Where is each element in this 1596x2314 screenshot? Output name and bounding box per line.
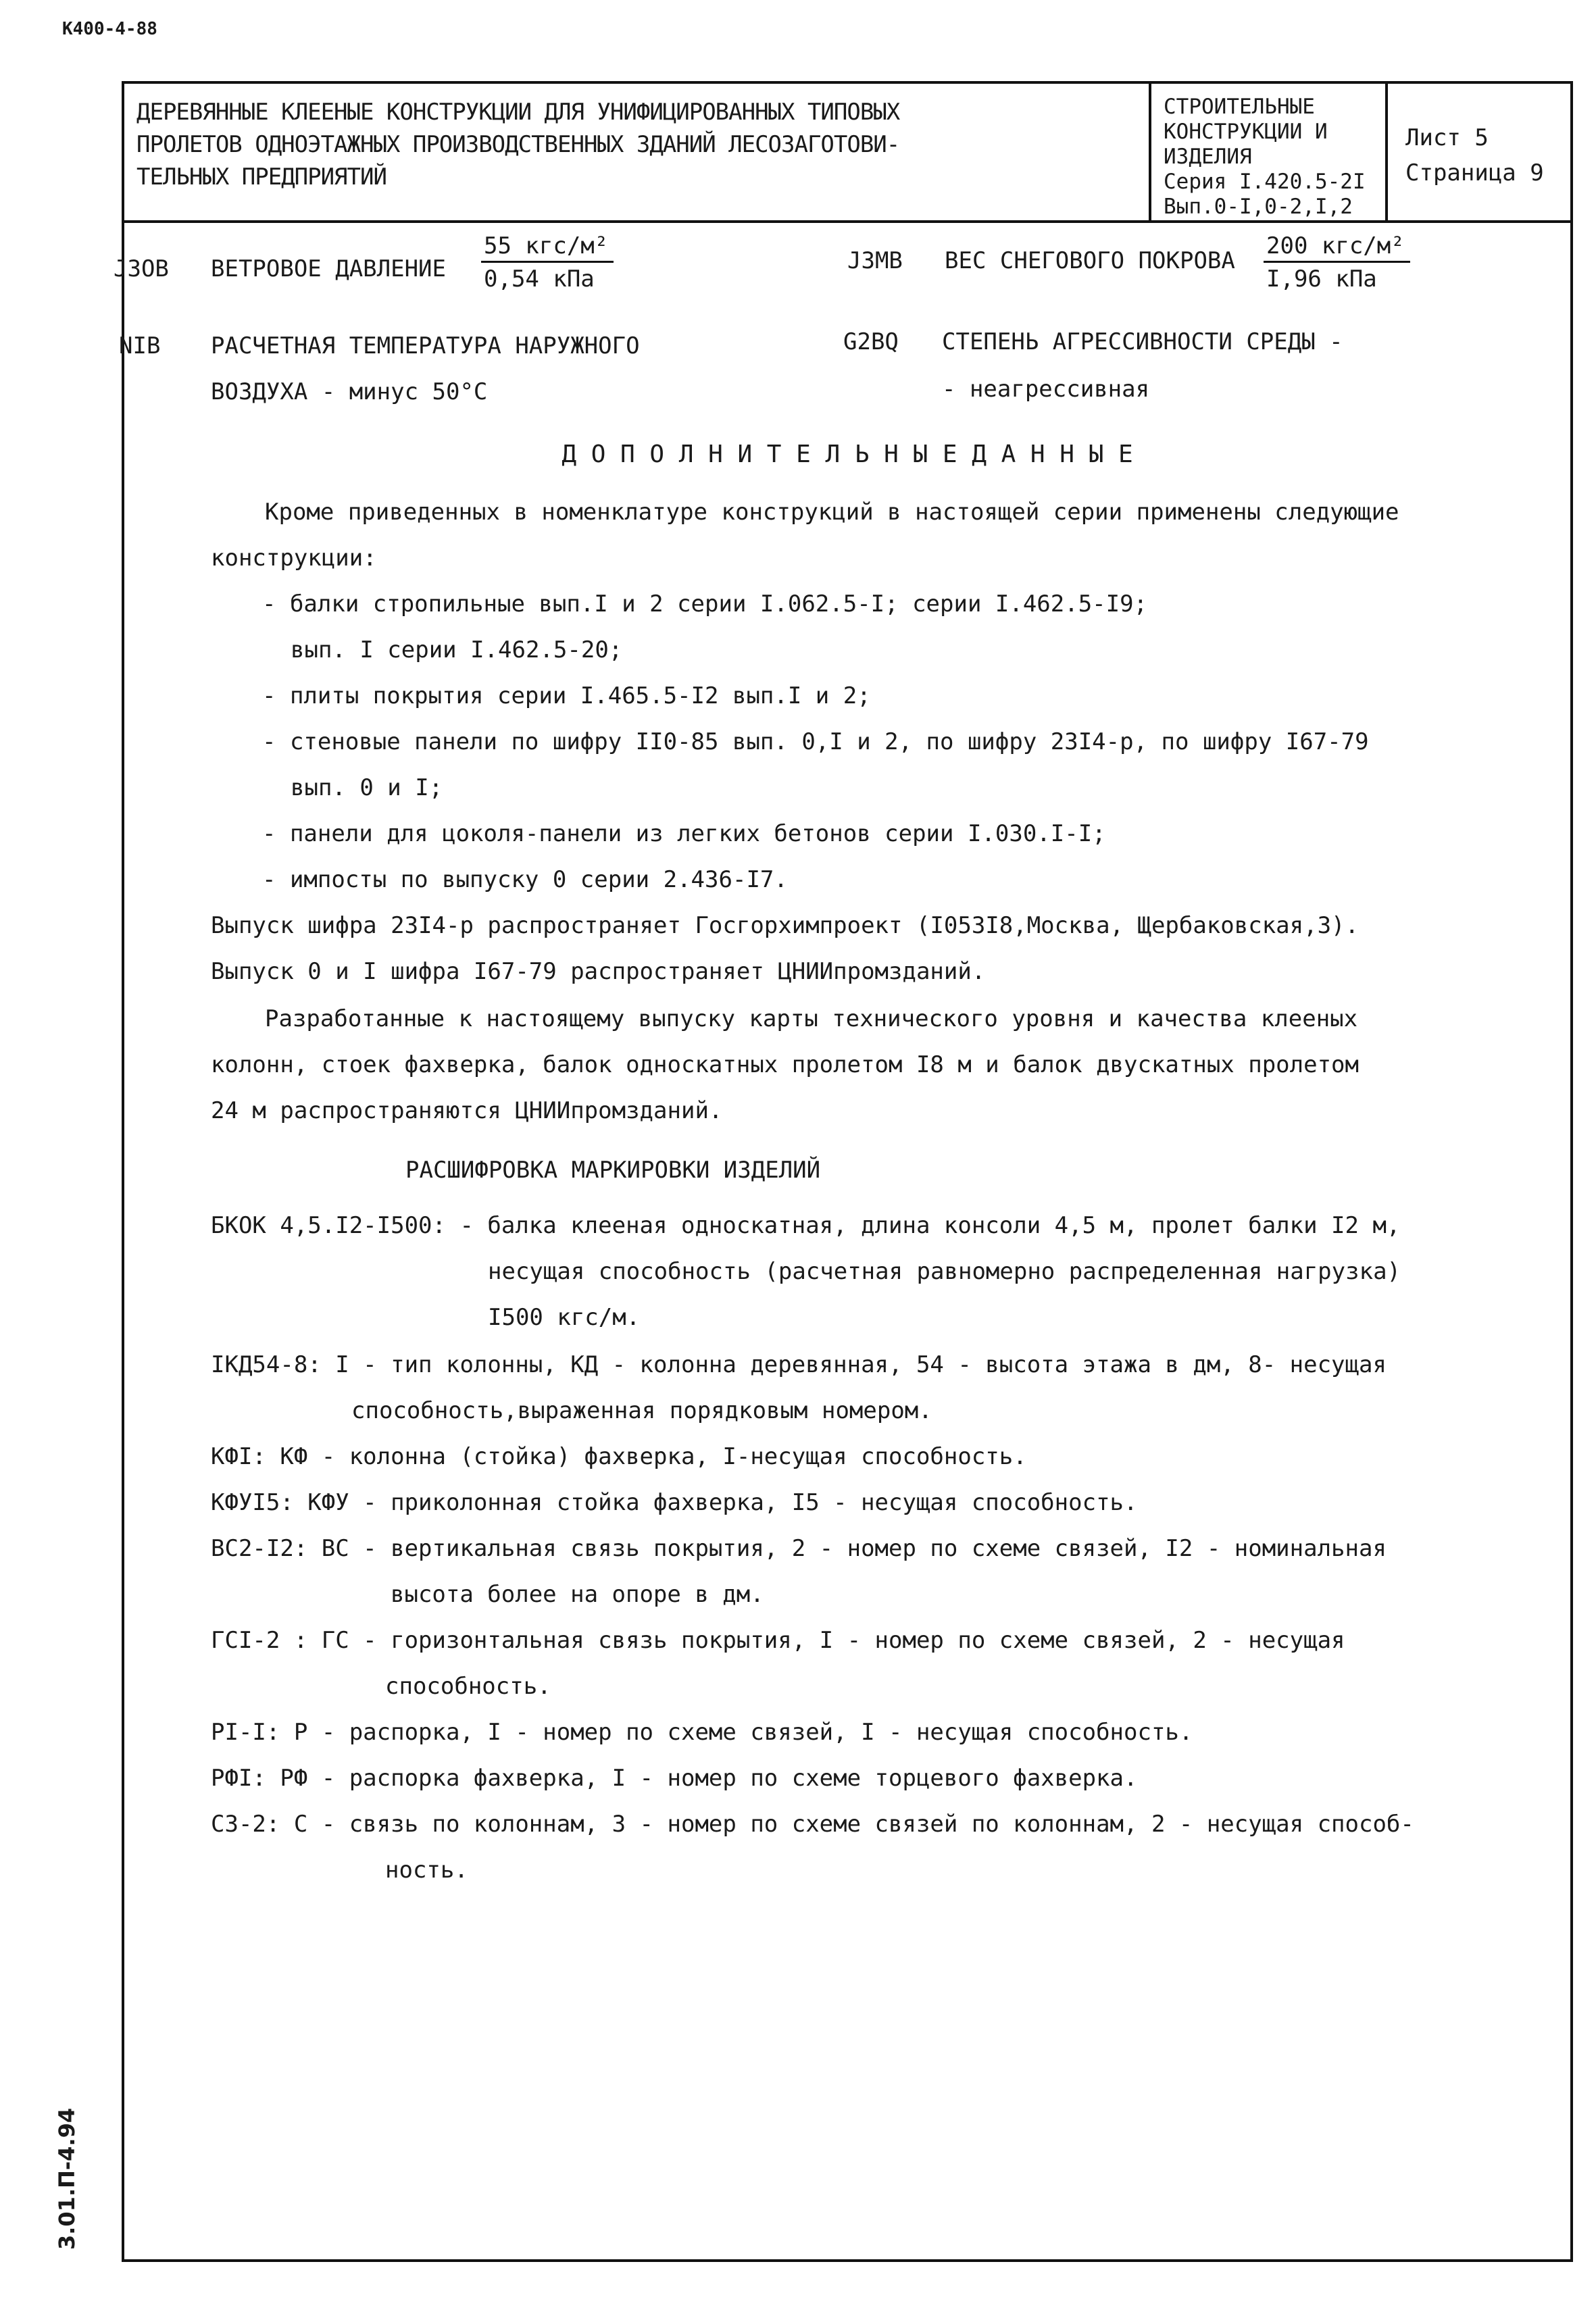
- temp-line2: ВОЗДУХА - минус 50°С: [211, 378, 488, 405]
- page-frame: [122, 81, 1573, 2262]
- decode-line: БКОК 4,5.I2-I500: - балка клееная односкатная, длина консоли 4,5 м, пролет балки I2 м,: [211, 1212, 1401, 1239]
- extra-data-heading: Д О П О Л Н И Т Е Л Ь Н Ы Е Д А Н Н Ы Е: [562, 441, 1133, 468]
- body-line: - импосты по выпуску 0 серии 2.436-I7.: [262, 866, 788, 893]
- decode-line: I500 кгс/м.: [488, 1304, 641, 1331]
- title-block: [122, 81, 1573, 223]
- series-info: [1164, 95, 1387, 220]
- temp-code: NIB: [119, 332, 161, 359]
- aggr-line2: - неагрессивная: [942, 376, 1150, 403]
- title-divider: [1149, 81, 1151, 223]
- aggr-line1: СТЕПЕНЬ АГРЕССИВНОСТИ СРЕДЫ -: [942, 328, 1343, 355]
- body-line: Разработанные к настоящему выпуску карты технического уровня и качества клееных: [265, 1005, 1358, 1032]
- decode-line: КФУI5: КФУ - приколонная стойка фахверка, I5 - несущая способность.: [211, 1489, 1138, 1516]
- body-line: - балки стропильные вып.I и 2 серии I.062.5-I; серии I.462.5-I9;: [262, 590, 1148, 618]
- decode-line: несущая способность (расчетная равномерно распределенная нагрузка): [488, 1258, 1401, 1285]
- wind-value-kgs: 55 кгс/м²: [481, 232, 614, 263]
- snow-label: ВЕС СНЕГОВОГО ПОКРОВА: [945, 247, 1235, 274]
- decode-line: РФI: РФ - распорка фахверка, I - номер по схеме торцевого фахверка.: [211, 1765, 1138, 1792]
- decode-line: ВС2-I2: ВС - вертикальная связь покрытия, 2 - номер по схеме связей, I2 - номинальная: [211, 1535, 1387, 1562]
- decode-line: С3-2: С - связь по колоннам, 3 - номер по схеме связей по колоннам, 2 - несущая способ-: [211, 1811, 1414, 1838]
- series-line: Серия I.420.5-2I: [1164, 170, 1366, 194]
- document-title: [136, 96, 1123, 193]
- series-line: Вып.0-I,0-2,I,2: [1164, 195, 1353, 219]
- title-line: ДЕРЕВЯННЫЕ КЛЕЕНЫЕ КОНСТРУКЦИИ ДЛЯ УНИФИЦИРОВАННЫХ ТИПОВЫХ: [136, 99, 900, 126]
- decode-heading: РАСШИФРОВКА МАРКИРОВКИ ИЗДЕЛИЙ: [405, 1157, 821, 1184]
- wind-code: J3ОВ: [114, 255, 169, 282]
- aggr-code: G2BQ: [843, 328, 899, 355]
- body-line: Выпуск шифра 23I4-р распространяет Госгорхимпроект (I053I8,Москва, Щербаковская,3).: [211, 912, 1359, 939]
- decode-line: способность,выраженная порядковым номером.: [351, 1397, 932, 1424]
- snow-value-kgs: 200 кгс/м²: [1264, 232, 1410, 263]
- snow-values: [1264, 232, 1410, 293]
- decode-line: высота более на опоре в дм.: [391, 1581, 764, 1608]
- sheet-number: Лист 5: [1405, 124, 1489, 151]
- body-line: вып. 0 и I;: [291, 774, 443, 801]
- series-line: ИЗДЕЛИЯ: [1164, 145, 1252, 169]
- decode-line: КФI: КФ - колонна (стойка) фахверка, I-несущая способность.: [211, 1443, 1027, 1470]
- decode-line: РI-I: Р - распорка, I - номер по схеме связей, I - несущая способность.: [211, 1719, 1193, 1746]
- body-line: - плиты покрытия серии I.465.5-I2 вып.I и 2;: [262, 682, 871, 709]
- wind-value-kpa: 0,54 кПа: [484, 266, 595, 293]
- body-line: колонн, стоек фахверка, балок односкатных пролетом I8 м и балок двускатных пролетом: [211, 1051, 1359, 1078]
- wind-label: ВЕТРОВОЕ ДАВЛЕНИЕ: [211, 255, 446, 282]
- sheet-info: [1405, 120, 1544, 191]
- document-code: К400-4-88: [62, 19, 157, 39]
- snow-value-kpa: I,96 кПа: [1266, 266, 1377, 293]
- body-line: - стеновые панели по шифру II0-85 вып. 0,I и 2, по шифру 23I4-р, по шифру I67-79: [262, 728, 1369, 755]
- decode-line: IКД54-8: I - тип колонны, КД - колонна деревянная, 54 - высота этажа в дм, 8- несущая: [211, 1351, 1387, 1378]
- side-code: 3.01.П-4.94: [54, 2107, 80, 2250]
- decode-line: ГСI-2 : ГС - горизонтальная связь покрытия, I - номер по схеме связей, 2 - несущая: [211, 1627, 1345, 1654]
- body-line: - панели для цоколя-панели из легких бетонов серии I.030.I-I;: [262, 820, 1106, 847]
- temp-line1: РАСЧЕТНАЯ ТЕМПЕРАТУРА НАРУЖНОГО: [211, 332, 640, 359]
- body-line: Кроме приведенных в номенклатуре конструкций в настоящей серии применены следующие: [265, 499, 1399, 526]
- wind-values: [481, 232, 614, 293]
- snow-code: J3МВ: [847, 247, 903, 274]
- series-line: СТРОИТЕЛЬНЫЕ: [1164, 95, 1315, 119]
- body-line: Выпуск 0 и I шифра I67-79 распространяет ЦНИИпромзданий.: [211, 958, 986, 985]
- body-line: 24 м распространяются ЦНИИпромзданий.: [211, 1097, 723, 1124]
- title-line: ТЕЛЬНЫХ ПРЕДПРИЯТИЙ: [136, 164, 386, 191]
- body-line: конструкции:: [211, 545, 377, 572]
- page-number: Страница 9: [1405, 159, 1544, 186]
- decode-line: способность.: [385, 1673, 551, 1700]
- decode-line: ность.: [385, 1857, 468, 1884]
- series-line: КОНСТРУКЦИИ И: [1164, 120, 1328, 144]
- body-line: вып. I серии I.462.5-20;: [291, 636, 623, 663]
- title-line: ПРОЛЕТОВ ОДНОЭТАЖНЫХ ПРОИЗВОДСТВЕННЫХ ЗДАНИЙ ЛЕСОЗАГОТОВИ-: [136, 131, 900, 158]
